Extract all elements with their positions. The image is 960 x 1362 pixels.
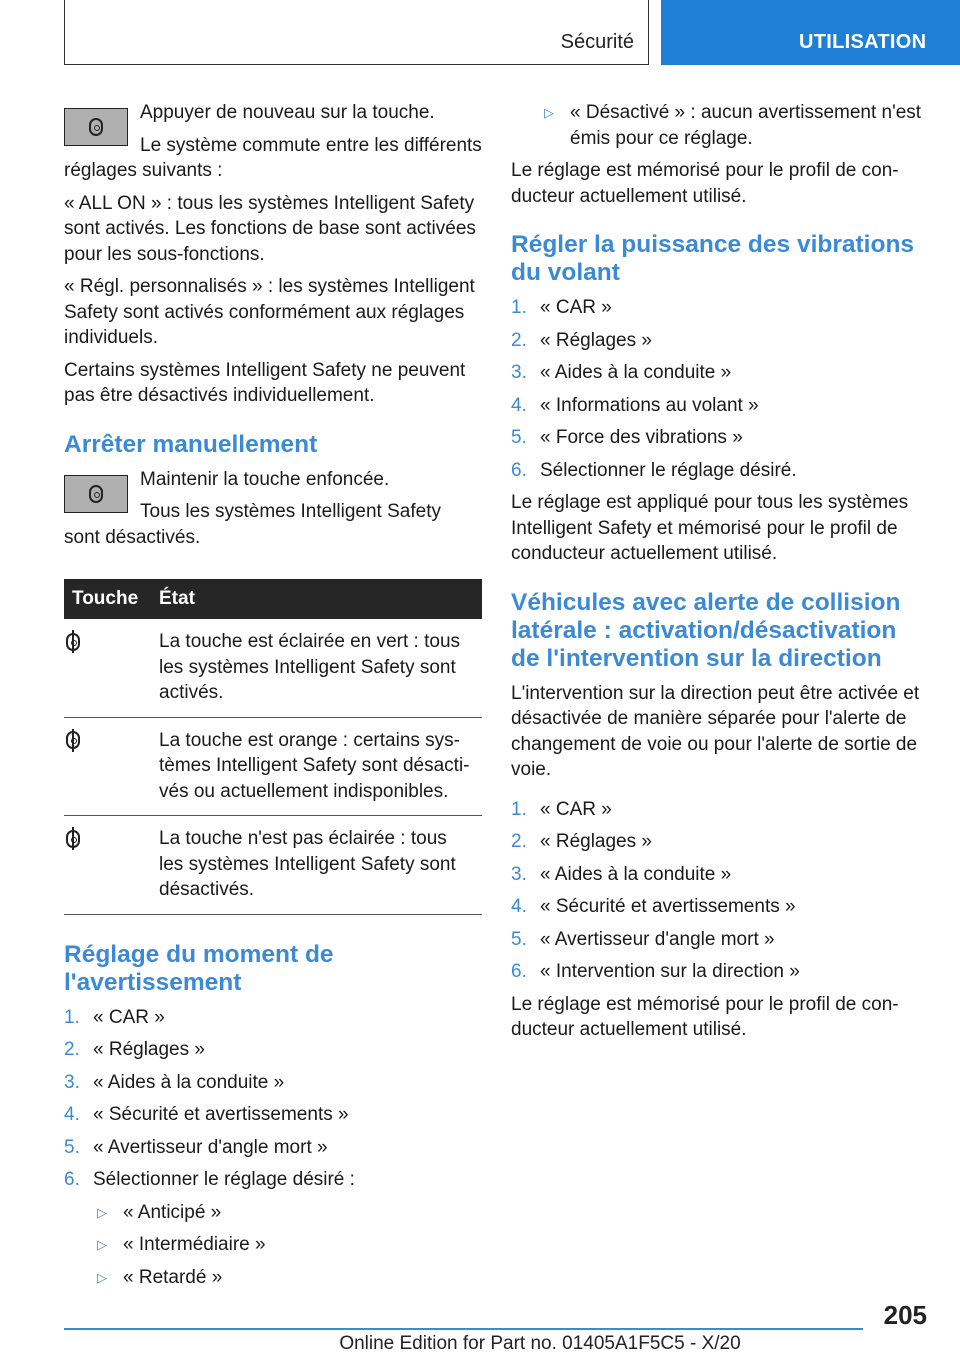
timing-options-cont <box>540 100 927 151</box>
heading-side-collision: Véhicules avec alerte de collision latérale : activation/désactivation de l'intervention sur la direction <box>511 588 901 672</box>
list-item: 3. « Aides à la conduite » <box>511 863 732 885</box>
paragraph: Maintenir la touche enfoncée. <box>140 468 390 490</box>
list-item: 5. « Avertisseur d'angle mort » <box>64 1136 328 1158</box>
heading-warning-timing: Réglage du moment de l'avertissement <box>64 940 334 996</box>
list-item: ▷ « Désactivé » : aucun avertissement n'est émis pour ce réglage. <box>540 100 927 151</box>
heading-stop-manually: Arrêter manuellement <box>64 430 318 458</box>
list-item: 5. « Avertisseur d'angle mort » <box>511 928 775 950</box>
list-item: 5. « Force des vibrations » <box>511 427 743 448</box>
paragraph: Certains systèmes Intelligent Safety ne peuvent pas être désactivés individuellement. <box>64 359 466 406</box>
paragraph: « Régl. personnalisés » : les systèmes Intelligent Safety sont activés conformément aux réglages individuels. <box>64 276 475 348</box>
header-chapter-tab <box>661 0 960 65</box>
list-item: 2. « Réglages » <box>64 1039 205 1060</box>
intelligent-safety-key-icon <box>64 108 128 146</box>
list-item: 4. « Sécurité et avertissements » <box>64 1104 349 1125</box>
list-item: 6. Sélectionner le réglage désiré : <box>64 1169 355 1190</box>
paragraph: Appuyer de nouveau sur la touche. <box>140 102 435 123</box>
paragraph: L'intervention sur la direction peut être activée et désactivée de manière séparée pour l'alerte de changement de voie ou pour l'alerte de sortie de voie. <box>511 682 920 780</box>
footer-edition: Online Edition for Part no. 01405A1F5C5 - X/20 <box>339 1333 741 1354</box>
right-column <box>511 100 927 1050</box>
list-item: 1. « CAR » <box>64 1006 165 1028</box>
triangle-bullet-icon: ▷ <box>97 1237 107 1252</box>
list-item: 6. « Intervention sur la direction » <box>511 961 800 982</box>
triangle-bullet-icon: ▷ <box>97 1204 107 1220</box>
steps-warning-timing <box>64 1005 482 1193</box>
footer-divider <box>64 1328 863 1330</box>
list-item: 2. « Réglages » <box>511 831 652 852</box>
list-item: 4. « Sécurité et avertissements » <box>511 896 796 917</box>
page-number: 205 <box>883 1300 927 1330</box>
triangle-bullet-icon: ▷ <box>544 105 554 120</box>
table-row <box>64 619 482 717</box>
list-item: 2. « Réglages » <box>511 329 652 351</box>
list-item: 4. « Informations au volant » <box>511 394 759 416</box>
left-column <box>64 100 482 1297</box>
table-row <box>64 717 482 816</box>
table-header-row <box>64 579 482 619</box>
list-item: 6. Sélectionner le réglage désiré. <box>511 459 797 481</box>
list-item: ▷ « Retardé » <box>93 1265 482 1291</box>
paragraph: Le réglage est mémorisé pour le profil de conducteur actuellement utilisé. <box>511 160 899 207</box>
header-section-title: Sécurité <box>560 31 634 53</box>
header-chapter-title: UTILISATION <box>799 31 927 53</box>
list-item: 1. « CAR » <box>511 798 612 820</box>
key-orange-icon <box>72 729 74 752</box>
list-item: 1. « CAR » <box>511 297 612 318</box>
list-item: 3. « Aides à la conduite » <box>511 362 732 383</box>
key-off-icon <box>72 827 74 850</box>
press-again-block <box>64 100 482 191</box>
paragraph: Le réglage est appliqué pour tous les systèmes Intelligent Safety et mémorisé pour le profil de conducteur actuellement utilisé. <box>511 492 909 564</box>
list-item: ▷ « Anticipé » <box>93 1200 482 1226</box>
table-header-state: État <box>151 579 482 619</box>
list-item: 3. « Aides à la conduite » <box>64 1071 285 1093</box>
paragraph: « ALL ON » : tous les systèmes Intelligent Safety sont activés. Les fonctions de base sont activées pour les sous-fonctions. <box>64 192 476 265</box>
key-green-icon <box>72 630 74 653</box>
table-cell: La touche n'est pas éclairée : tous les systèmes Intelligent Safety sont désactivés. <box>151 816 482 915</box>
steps-side-collision <box>511 797 927 985</box>
triangle-bullet-icon: ▷ <box>97 1269 107 1285</box>
paragraph: Le réglage est mémorisé pour le profil de conducteur actuellement utilisé. <box>511 993 899 1040</box>
intelligent-safety-key-icon <box>64 475 128 513</box>
steps-vibration <box>511 295 927 483</box>
table-cell: La touche est orange : certains systèmes Intelligent Safety sont désactivés ou actuellement indisponibles. <box>151 717 482 816</box>
header-section-box <box>64 0 649 65</box>
key-state-table <box>64 579 482 915</box>
table-header-key: Touche <box>64 579 151 619</box>
heading-vibration-strength: Régler la puissance des vibrations du volant <box>511 231 915 286</box>
table-cell: La touche est éclairée en vert : tous les systèmes Intelligent Safety sont activés. <box>151 619 482 717</box>
paragraph: Tous les systèmes Intelligent Safety sont désactivés. <box>64 501 441 548</box>
stop-block <box>64 467 482 558</box>
timing-options <box>93 1200 482 1291</box>
paragraph: Le système commute entre les différents réglages suivants : <box>64 134 482 181</box>
list-item: ▷ « Intermédiaire » <box>93 1232 482 1258</box>
table-row <box>64 816 482 915</box>
